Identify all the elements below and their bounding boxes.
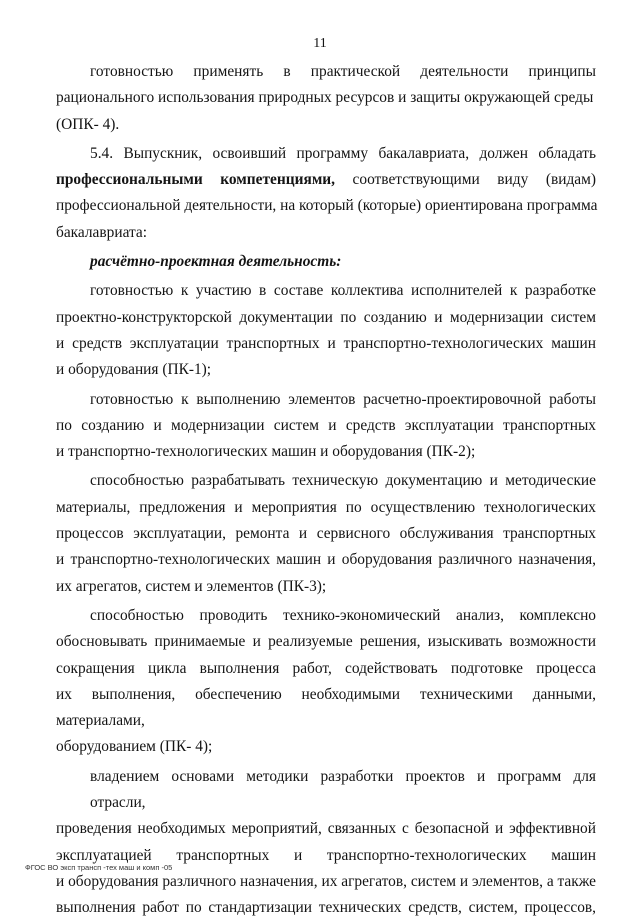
text-line: выполнения работ по стандартизации технических средств, систем, процессов,	[56, 899, 596, 917]
text-line: эксплуатацией транспортных и транспортно-технологических машин	[56, 846, 596, 864]
text-line: и оборудования различного назначения, их агрегатов, систем и элементов, а также	[56, 872, 596, 890]
text-line: рационального использования природных ресурсов и защиты окружающей среды	[56, 89, 594, 107]
text-line: профессиональной деятельности, на который (которые) ориентирована программа	[56, 197, 598, 215]
text-line: способностью проводить технико-экономический анализ, комплексно	[90, 606, 596, 624]
page-number: 11	[313, 36, 327, 51]
text-fragment: соответствующими виду (видам)	[335, 171, 596, 189]
text-line	[56, 167, 596, 193]
text-line: 5.4. Выпускник, освоивший программу бакалавриата, должен обладать	[90, 144, 596, 162]
text-line: и транспортно-технологических машин и оборудования (ПК-2);	[56, 443, 476, 461]
document-body	[56, 59, 596, 922]
text-line: и оборудования (ПК-1);	[56, 361, 212, 379]
bold-term: профессиональными компетенциями,	[56, 171, 336, 189]
text-line: процессов эксплуатации, ремонта и сервисного обслуживания транспортных	[56, 525, 596, 543]
text-line: готовностью к выполнению элементов расчетно-проектировочной работы	[90, 390, 596, 408]
text-line: материалы, предложения и мероприятия по осуществлению технологических	[56, 498, 596, 516]
text-line: (ОПК- 4).	[56, 115, 120, 133]
text-line: сокращения цикла выполнения работ, содействовать подготовке процесса	[56, 659, 596, 677]
document-footer: ФГОС ВО эксп трансп -тех маш и комп -05	[25, 863, 173, 872]
section-heading: расчётно-проектная деятельность:	[90, 253, 342, 271]
text-line: проектно-конструкторской документации по созданию и модернизации систем	[56, 308, 596, 326]
text-line: проведения необходимых мероприятий, связанных с безопасной и эффективной	[56, 820, 596, 838]
text-line: их агрегатов, систем и элементов (ПК-3);	[56, 577, 327, 595]
text-line: способностью разрабатывать техническую документацию и методические	[90, 472, 596, 490]
text-line: обосновывать принимаемые и реализуемые решения, изыскивать возможности	[56, 633, 596, 651]
text-line: и транспортно-технологических машин и оборудования различного назначения,	[56, 551, 596, 569]
text-line: готовностью применять в практической деятельности принципы	[90, 63, 596, 80]
text-line: и средств эксплуатации транспортных и транспортно-технологических машин	[56, 334, 596, 352]
text-line: их выполнения, обеспечению необходимыми техническими данными, материалами,	[56, 685, 596, 730]
text-line: по созданию и модернизации систем и средств эксплуатации транспортных	[56, 416, 596, 434]
text-line: готовностью к участию в составе коллектива исполнителей к разработке	[90, 282, 596, 300]
text-line: бакалавриата:	[56, 223, 148, 241]
text-line: оборудованием (ПК- 4);	[56, 738, 213, 756]
text-line: владением основами методики разработки проектов и программ для отрасли,	[90, 767, 596, 812]
